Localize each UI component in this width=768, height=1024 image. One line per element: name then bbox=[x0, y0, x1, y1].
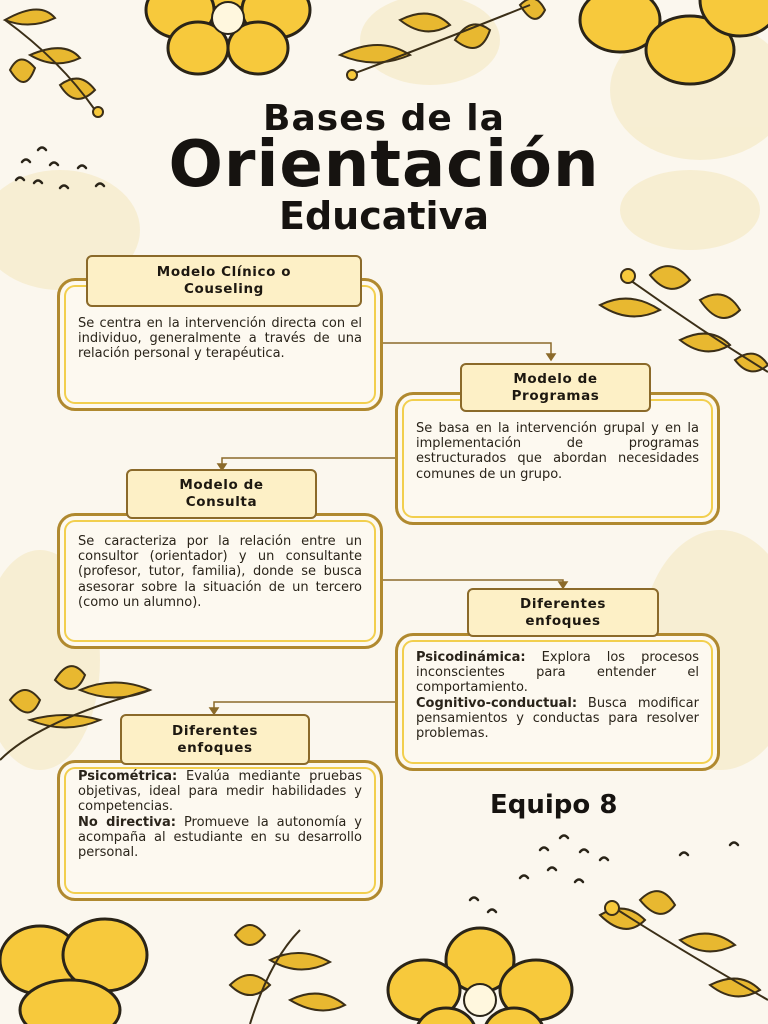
flower-icon bbox=[0, 919, 147, 1024]
label-modelo-programas: Modelo de Programas bbox=[460, 363, 651, 412]
leaf-branch-icon bbox=[5, 9, 95, 110]
label-enfoques-2: Diferentes enfoques bbox=[120, 714, 310, 765]
page-title-line-1: Bases de la bbox=[263, 98, 505, 139]
enfoque-psicometrica: Psicométrica: Evalúa mediante pruebas objetivas, ideal para medir habilidades y competencias. bbox=[78, 769, 362, 815]
page-title-line-2: Orientación bbox=[168, 128, 600, 202]
card-text: Se centra en la intervención directa con el individuo, generalmente a través de una relación personal y terapéutica. bbox=[78, 316, 362, 362]
page-title-line-3: Educativa bbox=[279, 194, 489, 238]
card-modelo-consulta bbox=[57, 513, 383, 649]
card-text: Se caracteriza por la relación entre un consultor (orientador) y un consultante (profesor, tutor, familia), donde se busca asesorar sobre la situación de un tercero (como un alumno). bbox=[78, 534, 362, 610]
label-enfoques-1: Diferentes enfoques bbox=[467, 588, 659, 637]
label-modelo-clinico: Modelo Clínico o Couseling bbox=[86, 255, 362, 307]
enfoque-no-directiva: No directiva: Promueve la autonomía y acompaña al estudiante en su desarrollo personal. bbox=[78, 814, 362, 861]
enfoque-cognitivo: Cognitivo-conductual: Busca modificar pensamientos y conductas para resolver problemas. bbox=[416, 695, 699, 742]
team-name: Equipo 8 bbox=[490, 790, 618, 820]
flower-icon bbox=[388, 928, 572, 1024]
flower-icon bbox=[146, 0, 310, 74]
enfoque-psicodinamica: Psicodinámica: Explora los procesos inconscientes para entender el comportamiento. bbox=[416, 650, 699, 696]
card-text: Se basa en la intervención grupal y en la implementación de programas estructurados que abordan necesidades comunes de un grupo. bbox=[416, 421, 699, 482]
label-modelo-consulta: Modelo de Consulta bbox=[126, 469, 317, 519]
card-enfoques-1 bbox=[395, 633, 720, 771]
card-enfoques-2 bbox=[57, 760, 383, 901]
